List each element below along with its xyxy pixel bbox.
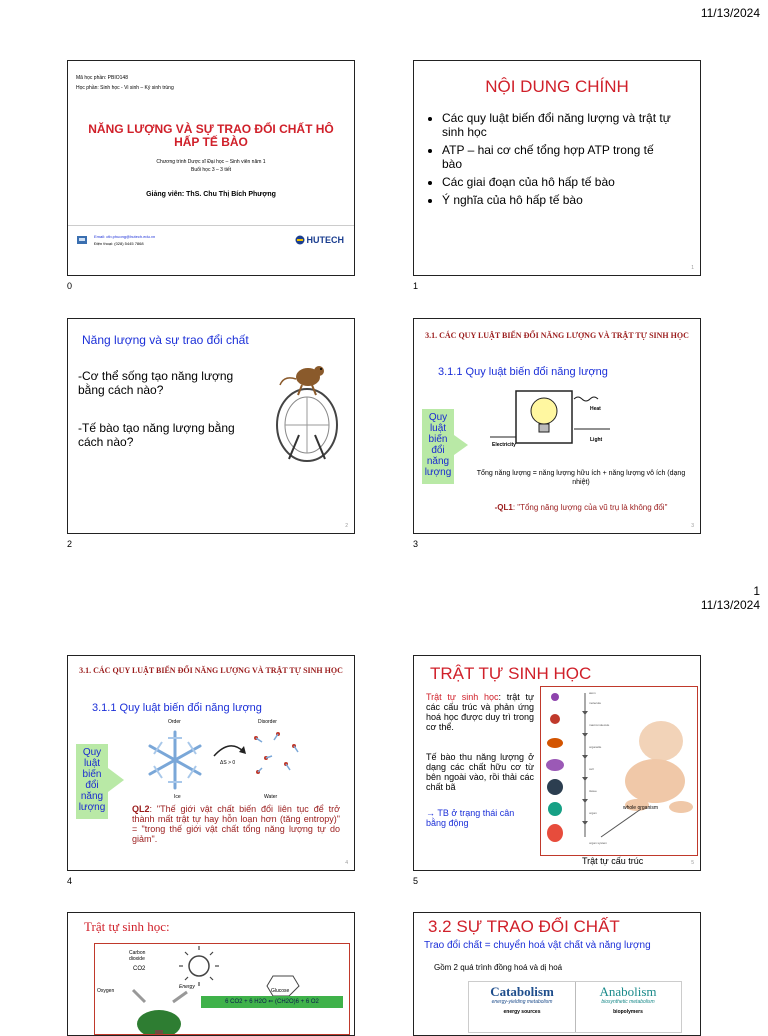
list-item: • ATP – hai cơ chế tổng hợp ATP trong tế bào [442, 143, 676, 171]
slide-title: NỘI DUNG CHÍNH [485, 77, 629, 96]
whole-organism-label: whole organism [623, 805, 659, 811]
law-box: Quy luật biến đổi năng lượng [76, 744, 108, 819]
slide-6[interactable] [67, 912, 355, 1036]
slide-index-2: 2 [67, 539, 73, 549]
date-top: 11/13/2024 [700, 6, 760, 20]
water-label: Water [264, 794, 278, 800]
order-definition [426, 692, 534, 732]
slide-index-0: 0 [67, 281, 73, 291]
slide-1[interactable] [413, 60, 701, 276]
order-label: Order [168, 719, 181, 725]
list-item: • Ý nghĩa của hô hấp tế bào [442, 193, 676, 207]
hutech-logo [295, 235, 345, 245]
slide-number: 3 [691, 523, 694, 529]
oxygen-label: Oxygen [97, 988, 115, 994]
energy-formula: Tổng năng lượng = năng lượng hữu ích + năng lượng vô ích (dạng nhiệt) [476, 470, 686, 486]
content-list [428, 111, 676, 211]
slide-3[interactable] [413, 318, 701, 534]
date-mid: 11/13/2024 [700, 598, 760, 612]
figure-caption: Trật tự cấu trúc [582, 856, 644, 866]
catabolism-panel [469, 982, 576, 1032]
slide-2[interactable] [67, 318, 355, 534]
process-line: Gồm 2 quá trình đồng hoá và dị hoá [434, 963, 563, 972]
slide-title: 3.1. CÁC QUY LUẬT BIẾN ĐỔI NĂNG LƯỢNG VÀ TRẬT TỰ SINH HỌC [425, 331, 689, 340]
slide-subtitle: 3.1.1 Quy luật biến đổi năng lượng [438, 366, 608, 378]
slide-0[interactable] [67, 60, 355, 276]
question-2: -Tế bào tạo năng lượng bằng cách nào? [78, 421, 235, 449]
light-label: Light [590, 437, 603, 443]
hutech-logo-icon [295, 235, 305, 245]
level-label: macromolecule [589, 723, 610, 727]
water-molecules-illustration [248, 728, 304, 778]
slide-index-4: 4 [67, 876, 73, 886]
anabolism-title: Anabolism [599, 984, 657, 999]
slide-7[interactable] [413, 912, 701, 1036]
ice-label: Ice [174, 794, 181, 800]
slide-title: 3.1. CÁC QUY LUẬT BIẾN ĐỔI NĂNG LƯỢNG VÀ TRẬT TỰ SINH HỌC [79, 666, 343, 675]
law-text: : "Tổng năng lượng của vũ trụ là không đổi" [512, 503, 668, 512]
arrow-right-icon [108, 768, 124, 792]
law-box: Quy luật biến đổi năng lượng [422, 409, 454, 484]
phone: Điện thoại: (028) 5445 7868 [94, 241, 144, 246]
level-label: atom [589, 691, 596, 695]
law-tag: -QL1 [494, 503, 513, 512]
course-name: Học phần: Sinh học - Vi sinh – Ký sinh trùng [76, 85, 174, 91]
equation-banner: 6 CO2 + 6 H2O ⇐ (CH2O)6 + 6 O2 [201, 996, 343, 1008]
slide-title: Năng lượng và sự trao đổi chất [82, 333, 249, 347]
slide-title: NĂNG LƯỢNG VÀ SỰ TRAO ĐỔI CHẤT HÔ HẤP TẾ BÀO [88, 122, 334, 149]
photosynthesis-figure [94, 943, 350, 1035]
delta-s-label: ΔS > 0 [220, 760, 236, 766]
snowflake-icon [142, 728, 208, 792]
session: Buổi học 3 – 3 tiết [190, 167, 232, 173]
curved-arrow-icon [212, 740, 248, 760]
law-statement [468, 503, 694, 512]
slide-title: TRẬT TỰ SINH HỌC [430, 664, 592, 683]
co2-label: CO2 [133, 966, 146, 972]
slide-index-1: 1 [413, 281, 419, 291]
electricity-label: Electricity [492, 442, 516, 448]
level-label: organelle [589, 745, 602, 749]
catabolism-title: Catabolism [490, 984, 554, 999]
law-statement [132, 804, 340, 844]
list-item: • Các quy luật biến đổi năng lượng và trật tự sinh học [442, 111, 676, 139]
course-code: Mã học phần: PBIO148 [76, 75, 128, 81]
level-label: tissue [589, 789, 597, 793]
definition-term: Trật tự sinh học [426, 692, 499, 702]
slide-subtitle: 3.1.1 Quy luật biến đổi năng lượng [92, 702, 262, 714]
footer-divider [68, 225, 354, 226]
question-1: -Cơ thể sống tạo năng lượng bằng cách nào? [78, 369, 234, 397]
disorder-label: Disorder [258, 719, 277, 725]
equilibrium-note: → TB ở trạng thái cân bằng động [426, 808, 515, 828]
slide-index-3: 3 [413, 539, 419, 549]
slide-title: 3.2 SỰ TRAO ĐỔI CHẤT [428, 917, 620, 936]
arrow-right-icon [454, 435, 468, 455]
heat-label: Heat [590, 406, 601, 412]
definition-text: : trật tự các cấu trúc và phản ứng hoá học được duy trì trong cơ thể. [426, 692, 534, 732]
level-label: organ system [589, 841, 608, 845]
program: Chương trình Dược sĩ Đại học – Sinh viên năm 1 [156, 159, 266, 165]
anabolism-subtitle: biosynthetic metabolism [601, 999, 655, 1005]
slide-5[interactable] [413, 655, 701, 871]
glucose-label: Glucose [271, 988, 290, 994]
slide-number: 2 [345, 523, 348, 529]
lecturer: Giảng viên: ThS. Chu Thị Bích Phượng [146, 191, 276, 198]
energy-paragraph: Tế bào thu năng lượng ở dạng các chất hữu cơ từ bên ngoài vào, rồi thải các chất bã [426, 752, 534, 792]
slide-4[interactable] [67, 655, 355, 871]
level-label: molecule [589, 701, 602, 705]
slide-index-5: 5 [413, 876, 419, 886]
hamster-wheel-illustration [264, 355, 350, 465]
slide-subtitle: Trao đổi chất = chuyển hoá vật chất và năng lượng [424, 940, 651, 951]
slide-number: 1 [691, 265, 694, 271]
level-label: organ [589, 811, 597, 815]
law-text: : "Thế giới vật chất biến đổi liên tục để trở thành mất trật tự hay hỗn loạn hơn (tăng entropy)" = "trong thế giới vật chất tổng năng lượng tự do giảm". [132, 804, 340, 844]
slide-number: 4 [345, 860, 348, 866]
slide-number: 5 [691, 860, 694, 866]
slide-title: Trật tự sinh học: [84, 919, 170, 934]
energy-label: Energy [179, 984, 195, 990]
email[interactable]: Email: ctb.phuong@hutech.edu.vn [94, 234, 156, 239]
level-label: cell [589, 767, 594, 771]
carbon-dioxide-label: Carbon dioxide [129, 950, 146, 962]
biopolymers-label: biopolymers [613, 1009, 643, 1015]
list-item: • Các giai đoạn của hô hấp tế bào [442, 175, 676, 189]
phone-icon [76, 233, 88, 245]
anabolism-panel [575, 982, 681, 1032]
catabolism-subtitle: energy-yielding metabolism [491, 999, 553, 1005]
metabolism-figure [468, 981, 682, 1033]
page-number: 1 [753, 584, 760, 598]
hutech-logo-text: HUTECH [306, 235, 344, 245]
structure-hierarchy-figure [540, 686, 698, 856]
energy-sources-label: energy sources [503, 1009, 541, 1015]
law-tag: QL2 [132, 804, 150, 814]
